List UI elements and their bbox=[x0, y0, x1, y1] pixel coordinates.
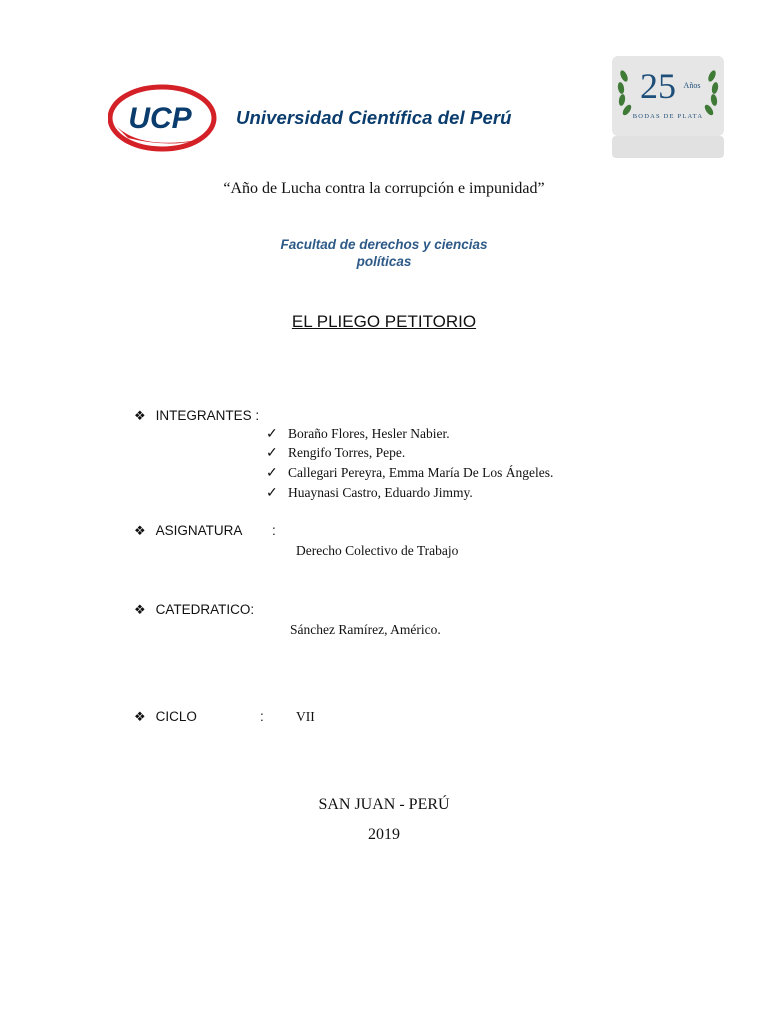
checkmark-icon: ✓ bbox=[266, 466, 278, 481]
section-integrantes bbox=[134, 408, 259, 424]
catedratico-label: CATEDRATICO: bbox=[155, 602, 255, 617]
ciclo-label: CICLO bbox=[155, 709, 197, 724]
section-ciclo bbox=[134, 709, 197, 725]
list-item: ✓ Callegari Pereyra, Emma María De Los Ángeles. bbox=[266, 465, 554, 481]
university-name: Universidad Científica del Perú bbox=[236, 107, 512, 128]
footer-year: 2019 bbox=[368, 826, 400, 843]
logo-text: UCP bbox=[128, 102, 192, 135]
list-item: ✓ Rengifo Torres, Pepe. bbox=[266, 445, 406, 461]
ucp-logo bbox=[108, 84, 220, 152]
document-title: EL PLIEGO PETITORIO bbox=[291, 312, 477, 331]
diamond-bullet-icon: ❖ bbox=[134, 408, 146, 423]
checkmark-icon: ✓ bbox=[266, 446, 278, 461]
integrantes-label: INTEGRANTES : bbox=[155, 408, 260, 423]
anniversary-badge bbox=[612, 56, 724, 158]
asignatura-label: ASIGNATURA bbox=[155, 523, 243, 538]
faculty-name bbox=[0, 236, 768, 270]
catedratico-value: Sánchez Ramírez, Américo. bbox=[290, 622, 441, 637]
checkmark-icon: ✓ bbox=[266, 427, 278, 442]
ciclo-colon: : bbox=[260, 709, 264, 724]
badge-number: 25 bbox=[640, 66, 676, 106]
faculty-line-2: políticas bbox=[356, 254, 412, 269]
section-catedratico bbox=[134, 602, 254, 618]
faculty-line-1: Facultad de derechos y ciencias bbox=[280, 237, 488, 252]
checkmark-icon: ✓ bbox=[266, 486, 278, 501]
asignatura-colon: : bbox=[272, 523, 276, 538]
footer-place: SAN JUAN - PERÚ bbox=[318, 796, 450, 813]
motto: “Año de Lucha contra la corrupción e impunidad” bbox=[223, 180, 545, 197]
diamond-bullet-icon: ❖ bbox=[134, 602, 146, 617]
diamond-bullet-icon: ❖ bbox=[134, 709, 146, 724]
list-item: ✓ Boraño Flores, Hesler Nabier. bbox=[266, 426, 450, 442]
badge-arc-text: BODAS DE PLATA bbox=[632, 113, 704, 120]
ciclo-value: VII bbox=[296, 709, 315, 724]
diamond-bullet-icon: ❖ bbox=[134, 523, 146, 538]
badge-anos: Años bbox=[683, 81, 701, 90]
asignatura-value: Derecho Colectivo de Trabajo bbox=[296, 543, 459, 558]
section-asignatura bbox=[134, 523, 242, 539]
list-item: ✓ Huaynasi Castro, Eduardo Jimmy. bbox=[266, 485, 473, 501]
